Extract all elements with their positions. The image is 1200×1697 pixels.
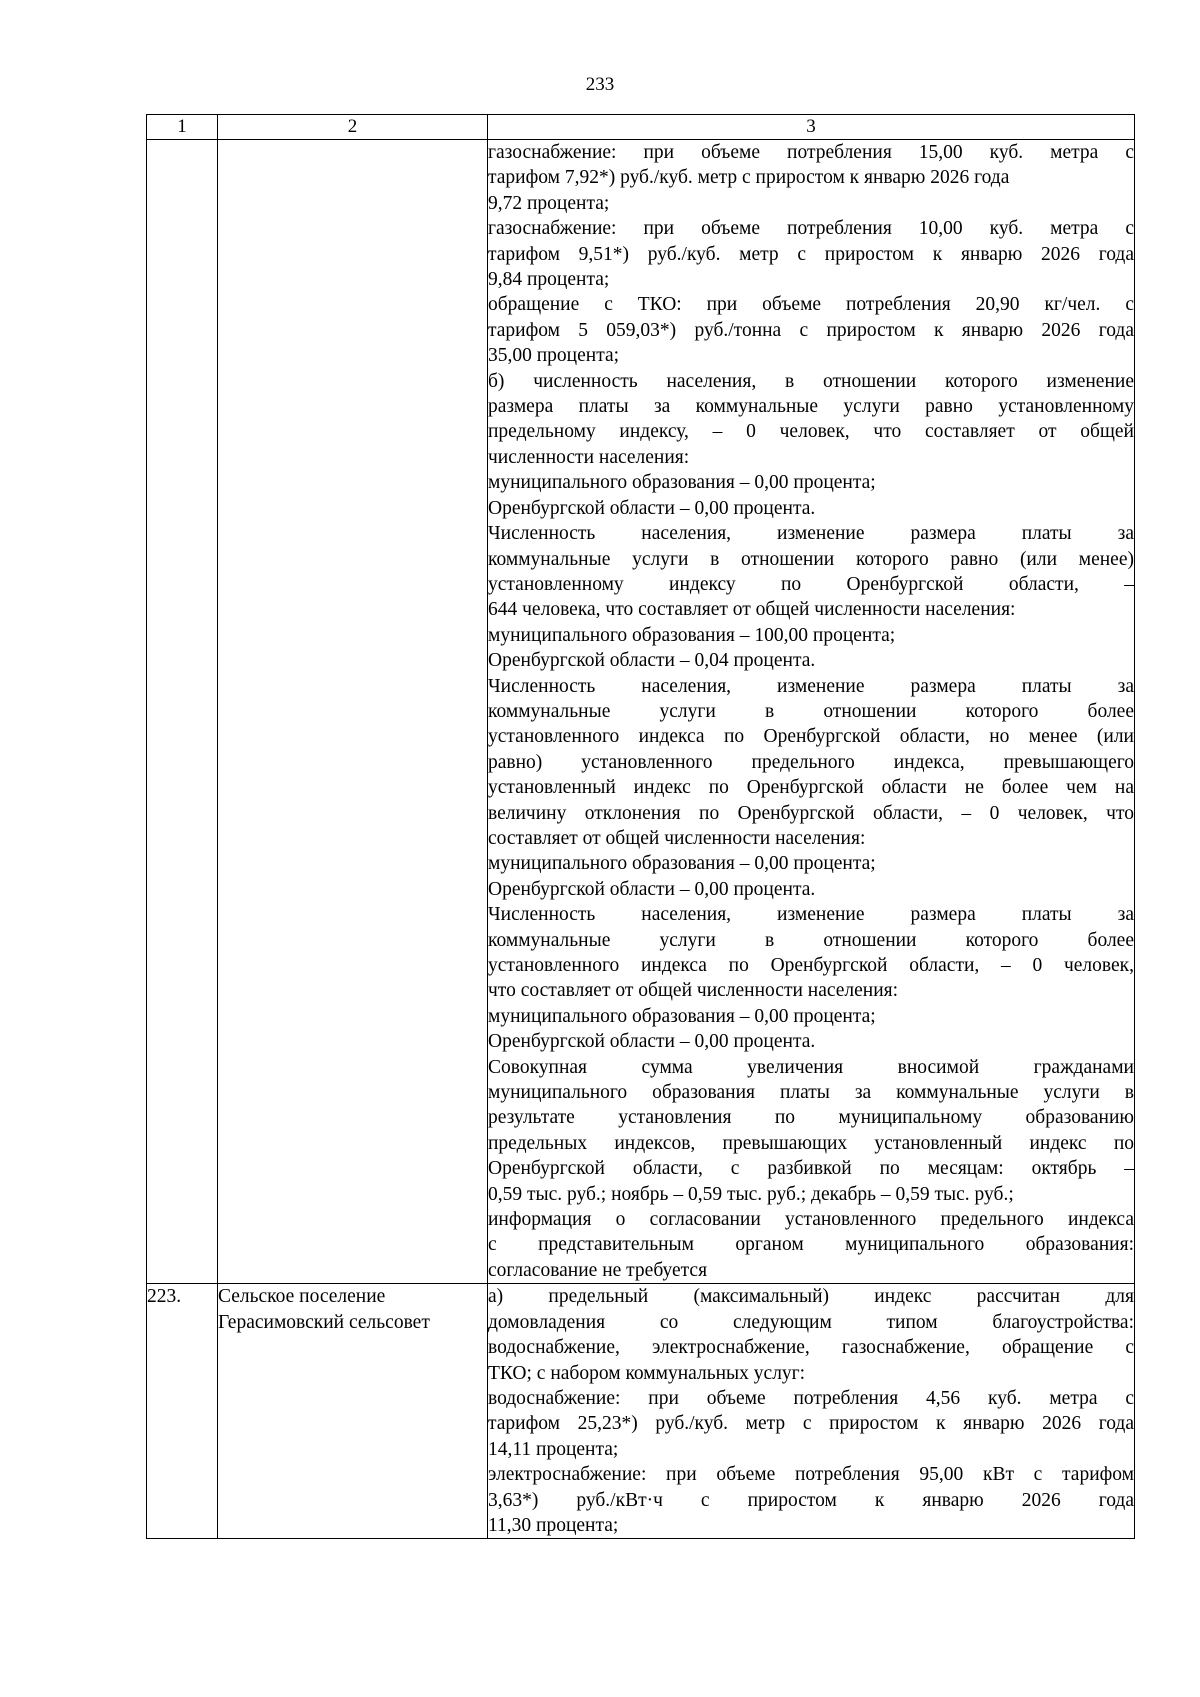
- text-line: величину отклонения по Оренбургской области, – 0 человек, что: [488, 802, 1134, 824]
- text-line: равно) установленного предельного индекса, превышающего: [488, 751, 1134, 773]
- text-line: муниципального образования – 0,00 процента;: [488, 1005, 876, 1027]
- text-line: результате установления по муниципальному образованию: [488, 1107, 1134, 1129]
- text-line: размера платы за коммунальные услуги равно установленному: [488, 396, 1134, 418]
- text-line: тарифом 7,92*) руб./куб. метр с приростом к январю 2026 года: [488, 167, 1010, 189]
- text-line: Численность населения, изменение размера платы за: [488, 904, 1134, 926]
- row-content-cell: [488, 1284, 1135, 1539]
- header-col-2: 2: [218, 115, 488, 140]
- text-line: Совокупная сумма увеличения вносимой гражданами: [488, 1056, 1134, 1078]
- text-line: информация о согласовании установленного предельного индекса: [488, 1209, 1134, 1231]
- text-line: 0,59 тыс. руб.; ноябрь – 0,59 тыс. руб.; декабрь – 0,59 тыс. руб.;: [488, 1183, 1014, 1205]
- municipality-name-cell: [218, 140, 488, 1284]
- text-line: коммунальные услуги в отношении которого более: [488, 929, 1134, 951]
- text-line: установленный индекс по Оренбургской области не более чем на: [488, 777, 1134, 799]
- text-line: тарифом 5 059,03*) руб./тонна с приростом к январю 2026 года: [488, 319, 1134, 341]
- text-line: составляет от общей численности населения:: [488, 827, 866, 849]
- municipality-name-line: Герасимовский сельсовет: [218, 1311, 430, 1333]
- text-line: 9,84 процента;: [488, 269, 610, 291]
- text-line: предельных индексов, превышающих установленный индекс по: [488, 1132, 1134, 1154]
- text-line: численности населения:: [488, 446, 690, 468]
- text-line: домовладения со следующим типом благоустройства:: [488, 1311, 1134, 1333]
- table-header-row: [147, 115, 1135, 140]
- table-row-continued: [147, 140, 1135, 1284]
- text-line: Оренбургской области – 0,00 процента.: [488, 878, 816, 900]
- text-line: муниципального образования – 100,00 процента;: [488, 624, 896, 646]
- text-line: коммунальные услуги в отношении которого более: [488, 700, 1134, 722]
- text-line: электроснабжение: при объеме потребления 95,00 кВт с тарифом: [488, 1464, 1134, 1486]
- text-line: Оренбургской области – 0,04 процента.: [488, 650, 816, 672]
- indices-table: [146, 114, 1135, 1539]
- text-line: установленного индекса по Оренбургской области, – 0 человек,: [488, 955, 1134, 976]
- row-number-cell: [147, 140, 218, 1284]
- row-number-cell: 223.: [147, 1284, 218, 1539]
- text-line: б) численность населения, в отношении которого изменение: [488, 370, 1134, 392]
- text-line: Оренбургской области – 0,00 процента.: [488, 497, 816, 519]
- text-line: Численность населения, изменение размера платы за: [488, 675, 1134, 697]
- text-line: а) предельный (максимальный) индекс рассчитан для: [488, 1286, 1134, 1308]
- text-line: установленного индекса по Оренбургской области, но менее (или: [488, 726, 1134, 748]
- header-col-3: 3: [488, 115, 1135, 140]
- text-line: 9,72 процента;: [488, 192, 610, 214]
- text-line: тарифом 25,23*) руб./куб. метр с приростом к январю 2026 года: [488, 1413, 1134, 1435]
- municipality-name-cell: [218, 1284, 488, 1539]
- text-line: 14,11 процента;: [488, 1438, 619, 1460]
- text-line: водоснабжение, электроснабжение, газоснабжение, обращение с: [488, 1337, 1134, 1359]
- text-line: Численность населения, изменение размера платы за: [488, 523, 1134, 545]
- text-line: обращение с ТКО: при объеме потребления 20,90 кг/чел. с: [488, 294, 1134, 316]
- text-line: коммунальные услуги в отношении которого равно (или менее): [488, 548, 1134, 570]
- text-line: газоснабжение: при объеме потребления 10,00 куб. метра с: [488, 218, 1134, 240]
- text-line: муниципального образования платы за коммунальные услуги в: [488, 1082, 1134, 1104]
- text-line: 3,63*) руб./кВт·ч с приростом к январю 2026 года: [488, 1489, 1134, 1511]
- header-col-1: 1: [147, 115, 218, 140]
- text-line: Оренбургской области – 0,00 процента.: [488, 1031, 816, 1053]
- page-number: 233: [585, 74, 615, 95]
- text-line: газоснабжение: при объеме потребления 15,00 куб. метра с: [488, 142, 1134, 163]
- text-line: 35,00 процента;: [488, 345, 620, 367]
- text-line: тарифом 9,51*) руб./куб. метр с приростом к январю 2026 года: [488, 243, 1134, 265]
- text-line: предельному индексу, – 0 человек, что составляет от общей: [488, 421, 1134, 443]
- text-line: 644 человека, что составляет от общей численности населения:: [488, 599, 1016, 621]
- municipality-name-line: Сельское поселение: [218, 1286, 386, 1308]
- text-line: установленному индексу по Оренбургской области, –: [488, 573, 1134, 595]
- text-line: муниципального образования – 0,00 процента;: [488, 853, 876, 875]
- table-row-223: [147, 1284, 1135, 1539]
- text-line: ТКО; с набором коммунальных услуг:: [488, 1362, 806, 1384]
- text-line: водоснабжение: при объеме потребления 4,56 куб. метра с: [488, 1387, 1134, 1409]
- text-line: с представительным органом муниципального образования:: [488, 1234, 1134, 1256]
- text-line: согласование не требуется: [488, 1259, 708, 1281]
- text-line: муниципального образования – 0,00 процента;: [488, 472, 876, 494]
- text-line: 11,30 процента;: [488, 1514, 619, 1536]
- row-content-cell: [488, 140, 1135, 1284]
- text-line: что составляет от общей численности населения:: [488, 980, 899, 1002]
- text-line: Оренбургской области, с разбивкой по месяцам: октябрь –: [488, 1158, 1134, 1180]
